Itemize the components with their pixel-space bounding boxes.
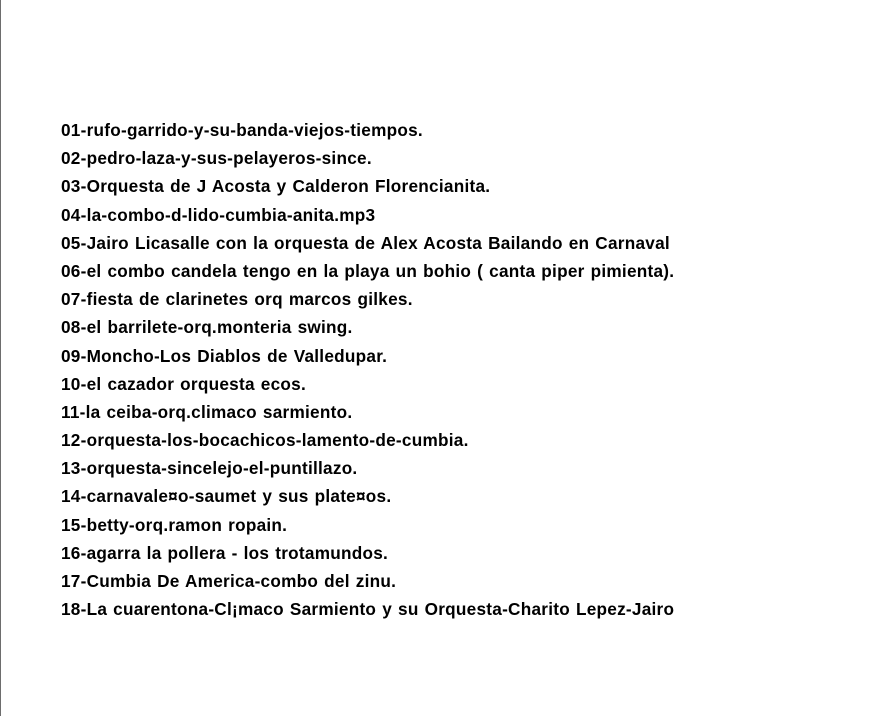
track-item-18: 18-La cuarentona-Cl¡maco Sarmiento y su Orquesta-Charito Lepez-Jairo: [61, 599, 675, 620]
track-item-08: 08-el barrilete-orq.monteria swing.: [61, 317, 353, 338]
track-item-05: 05-Jairo Licasalle con la orquesta de Alex Acosta Bailando en Carnaval: [61, 232, 670, 253]
track-item-12: 12-orquesta-los-bocachicos-lamento-de-cumbia.: [61, 430, 469, 451]
track-item-10: 10-el cazador orquesta ecos.: [61, 373, 306, 394]
track-item-06: 06-el combo candela tengo en la playa un bohio ( canta piper pimienta).: [61, 260, 675, 281]
track-item-16: 16-agarra la pollera - los trotamundos.: [61, 542, 389, 563]
track-item-13: 13-orquesta-sincelejo-el-puntillazo.: [61, 458, 358, 479]
track-item-09: 09-Moncho-Los Diablos de Valledupar.: [61, 345, 388, 366]
track-item-03: 03-Orquesta de J Acosta y Calderon Florencianita.: [61, 176, 491, 197]
track-item-14: 14-carnavale¤o-saumet y sus plate¤os.: [61, 486, 392, 507]
track-item-01: 01-rufo-garrido-y-su-banda-viejos-tiempos.: [61, 120, 423, 140]
left-border-line: [0, 0, 1, 716]
track-item-11: 11-la ceiba-orq.climaco sarmiento.: [61, 401, 353, 422]
track-list: [61, 116, 874, 623]
track-item-04: 04-la-combo-d-lido-cumbia-anita.mp3: [61, 204, 376, 225]
track-item-02: 02-pedro-laza-y-sus-pelayeros-since.: [61, 148, 372, 169]
track-item-17: 17-Cumbia De America-combo del zinu.: [61, 571, 397, 591]
track-item-15: 15-betty-orq.ramon ropain.: [61, 514, 288, 535]
track-item-07: 07-fiesta de clarinetes orq marcos gilkes.: [61, 289, 413, 310]
